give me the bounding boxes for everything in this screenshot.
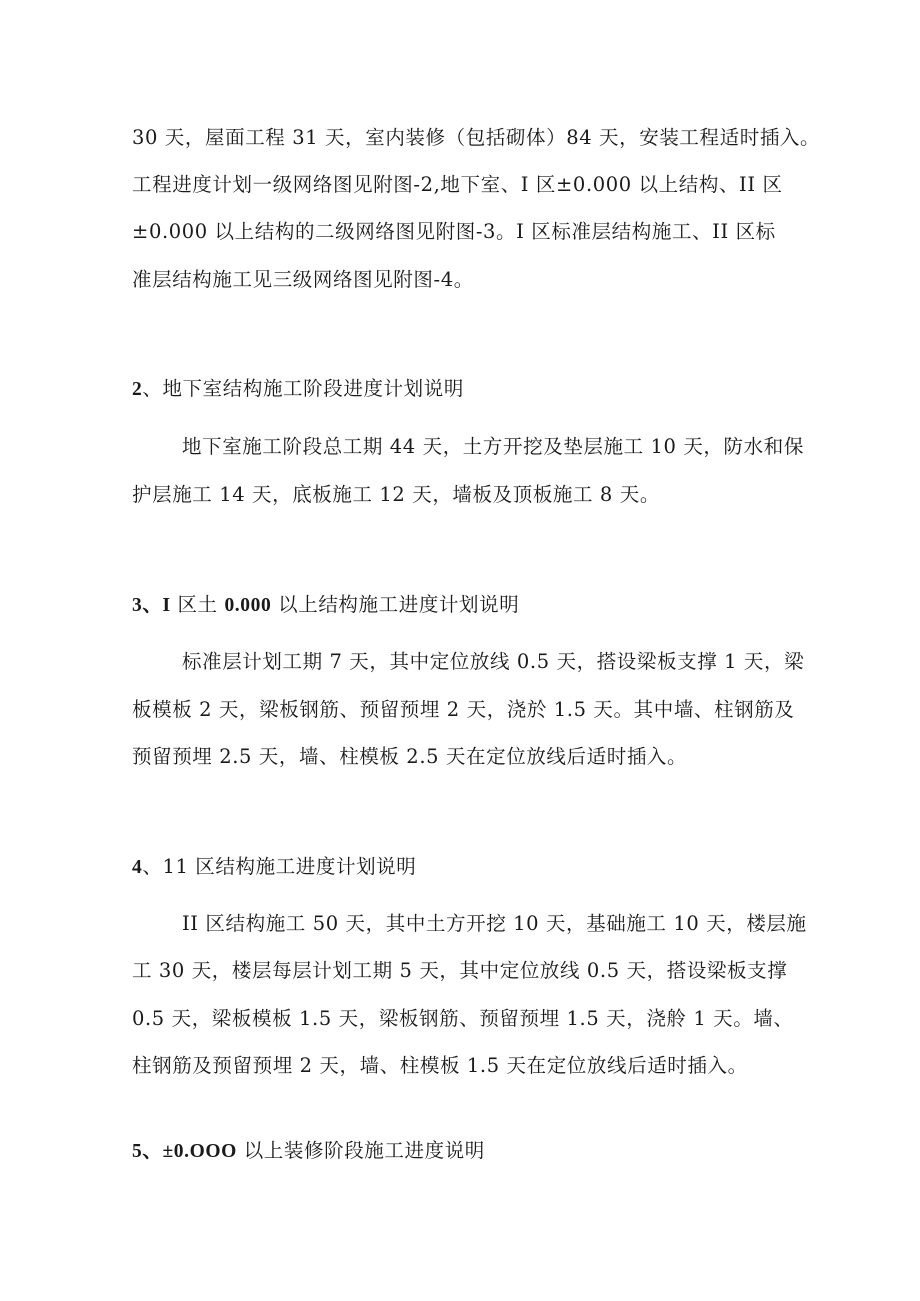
section-3-title-b: 以上结构施工进度计划说明 <box>271 593 520 616</box>
section-2-title: 、地下室结构施工阶段进度计划说明 <box>142 377 464 400</box>
section-2-heading <box>132 375 464 404</box>
section-5-number: 5、±0.OOO <box>132 1141 237 1162</box>
intro-line-2: 工程进度计划一级网络图见附图-2,地下室、I 区±0.000 以上结构、II 区 <box>132 173 783 196</box>
section-4-line-1: II 区结构施工 50 天，其中土方开挖 10 天，基础施工 10 天，楼层施 <box>182 912 807 935</box>
section-3-line-3: 预留预埋 2.5 天，墙、柱模板 2.5 天在定位放线后适时插入。 <box>132 745 688 768</box>
intro-line-1: 30 天，屋面工程 31 天，室内装修（包括砌体）84 天，安装工程适时插入。 <box>132 126 821 149</box>
section-3-title-num: 0.000 <box>224 595 272 616</box>
section-5-title: 以上装修阶段施工进度说明 <box>236 1139 485 1162</box>
section-4-line-3: 0.5 天，梁板模板 1.5 天，梁板钢筋、预留预埋 1.5 天，浇舲 1 天。墙、 <box>132 1007 794 1030</box>
section-5-heading <box>132 1137 485 1166</box>
section-3-title-a: 区土 <box>170 593 225 616</box>
section-2-line-1: 地下室施工阶段总工期 44 天，土方开挖及垫层施工 10 天，防水和保 <box>182 435 804 458</box>
section-4-title: 、11 区结构施工进度计划说明 <box>142 855 417 878</box>
section-2-number: 2 <box>132 379 143 400</box>
section-3-number: 3、I <box>132 595 171 616</box>
section-2-line-2: 护层施工 14 天，底板施工 12 天，墙板及顶板施工 8 天。 <box>132 483 660 506</box>
section-4-line-4: 柱钢筋及预留预埋 2 天，墙、柱模板 1.5 天在定位放线后适时插入。 <box>132 1054 748 1077</box>
section-4-line-2: 工 30 天，楼层每层计划工期 5 天，其中定位放线 0.5 天，搭设梁板支撑 <box>132 959 788 982</box>
intro-line-4: 准层结构施工见三级网络图见附图-4。 <box>132 268 474 291</box>
section-3-line-1: 标准层计划工期 7 天，其中定位放线 0.5 天，搭设梁板支撑 1 天，梁 <box>182 650 805 673</box>
intro-line-3: ±0.000 以上结构的二级网络图见附图-3。I 区标准层结构施工、II 区标 <box>132 220 776 243</box>
section-4-number: 4 <box>132 857 143 878</box>
section-3-heading <box>132 591 519 620</box>
section-4-heading <box>132 853 416 882</box>
section-3-line-2: 板模板 2 天，梁板钢筋、预留预埋 2 天，浇於 1.5 天。其中墙、柱钢筋及 <box>132 698 795 721</box>
